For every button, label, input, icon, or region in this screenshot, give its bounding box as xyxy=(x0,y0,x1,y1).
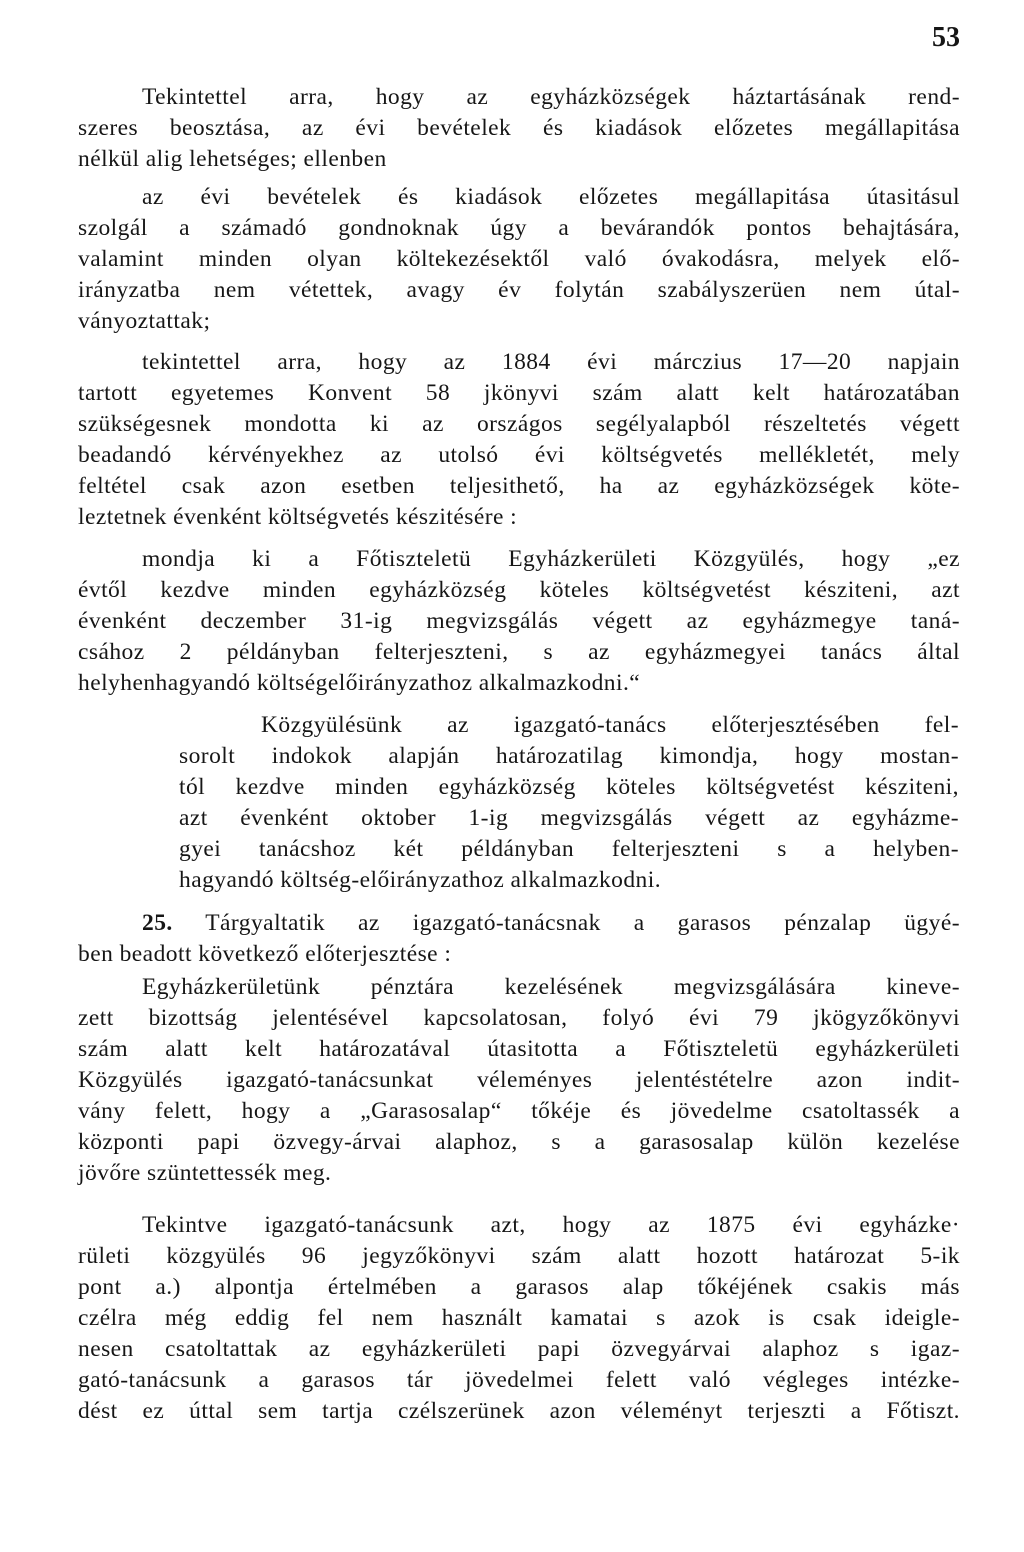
text-line: hagyandó költség-előirányzathoz alkalmazkodni. xyxy=(179,867,662,893)
text-line: tekintettel arra, hogy az 1884 évi márczius 17—20 napjain xyxy=(142,349,960,375)
text-line: szükségesnek mondotta ki az országos segélyalapból részeltetés végett xyxy=(78,411,960,437)
text-line: gyei tanácshoz két példányban felterjeszteni s a helyben- xyxy=(179,836,959,862)
text-line: nesen csatoltattak az egyházkerületi papi özvegyárvai alaphoz s igaz- xyxy=(78,1336,960,1362)
text-line: nélkül alig lehetséges; ellenben xyxy=(78,146,387,172)
paragraph-2 xyxy=(78,182,960,337)
text-line: dést ez úttal sem tartja czélszerünek azon véleményt terjeszti a Főtiszt. xyxy=(78,1398,960,1424)
page-number: 53 xyxy=(932,22,960,53)
text-line: gató-tanácsunk a garasos tár jövedelmei felett való végleges intézke- xyxy=(78,1367,960,1393)
text-line: központi papi özvegy-árvai alaphoz, s a garasosalap külön kezelése xyxy=(78,1129,960,1155)
item-text: Tárgyaltatik az igazgató-tanácsnak a garasos pénzalap ügyé- xyxy=(205,910,960,936)
text-line: azt évenként oktober 1-ig megvizsgálás végett az egyházme- xyxy=(179,805,959,831)
item-number: 25. xyxy=(142,910,173,936)
text-line: feltétel csak azon esetben teljesithető, ha az egyházközségek köte- xyxy=(78,473,960,499)
text-line: sorolt indokok alapján határozatilag kimondja, hogy mostan- xyxy=(179,743,959,769)
text-line: rületi közgyülés 96 jegyzőkönyvi szám alatt hozott határozat 5-ik xyxy=(78,1243,960,1269)
text-line: Közgyülés igazgató-tanácsunkat véleményes jelentéstételre azon indit- xyxy=(78,1067,960,1093)
text-line: évenként deczember 31-ig megvizsgálás végett az egyházmegye taná- xyxy=(78,608,960,634)
text-line: szeres beosztása, az évi bevételek és kiadások előzetes megállapitása xyxy=(78,115,960,141)
text-line: mondja ki a Főtiszteletü Egyházkerületi Közgyülés, hogy „ez xyxy=(142,546,960,572)
text-line: csához 2 példányban felterjeszteni, s az egyházmegyei tanács által xyxy=(78,639,960,665)
text-line: valamint minden olyan költekezésektől való óvakodásra, melyek elő- xyxy=(78,246,960,272)
text-line: pont a.) alpontja értelmében a garasos alap tőkéjének csakis más xyxy=(78,1274,960,1300)
text-line: leztetnek évenként költségvetés készitésére : xyxy=(78,504,518,530)
paragraph-5 xyxy=(179,710,959,896)
text-line: zett bizottság jelentésével kapcsolatosan, folyó évi 79 jkögyzőkönyvi xyxy=(78,1005,960,1031)
paragraph-8 xyxy=(78,1210,960,1427)
text-line: vány felett, hogy a „Garasosalap“ tőkéje és jövedelme csatoltassék a xyxy=(78,1098,960,1124)
text-line: tól kezdve minden egyházközség köteles költségvetést késziteni, xyxy=(179,774,959,800)
text-line: szolgál a számadó gondnoknak úgy a bevárandók pontos behajtására, xyxy=(78,215,960,241)
text-line: Egyházkerületünk pénztára kezelésének megvizsgálására kineve- xyxy=(142,974,960,1000)
text-line xyxy=(78,908,960,939)
text-line: szám alatt kelt határozatával útasitotta a Főtiszteletü egyházkerületi xyxy=(78,1036,960,1062)
text-line: Tekintettel arra, hogy az egyházközségek háztartásának rend- xyxy=(142,84,960,110)
paragraph-3 xyxy=(78,347,960,533)
text-line: az évi bevételek és kiadások előzetes megállapitása útasitásul xyxy=(142,184,960,210)
item-25 xyxy=(78,908,960,970)
text-line: irányzatba nem vétettek, avagy év folytán szabályszerüen nem útal- xyxy=(78,277,960,303)
text-line: Közgyülésünk az igazgató-tanács előterjesztésében fel- xyxy=(261,712,959,738)
text-line: ben beadott következő előterjesztése : xyxy=(78,941,452,967)
text-line: helyhenhagyandó költségelőirányzathoz alkalmazkodni.“ xyxy=(78,670,641,696)
text-line: tartott egyetemes Konvent 58 jkönyvi szám alatt kelt határozatában xyxy=(78,380,960,406)
text-line: czélra még eddig fel nem használt kamatai s azok is csak ideigle- xyxy=(78,1305,960,1331)
paragraph-7 xyxy=(78,972,960,1189)
text-line: Tekintve igazgató-tanácsunk azt, hogy az 1875 évi egyházke· xyxy=(142,1212,960,1238)
paragraph-1 xyxy=(78,82,960,175)
text-line: jövőre szüntettessék meg. xyxy=(78,1160,332,1186)
text-line: beadandó kérvényekhez az utolsó évi költségvetés mellékletét, mely xyxy=(78,442,960,468)
text-line: ványoztattak; xyxy=(78,308,211,334)
text-line: évtől kezdve minden egyházközség köteles költségvetést késziteni, azt xyxy=(78,577,960,603)
paragraph-4 xyxy=(78,544,960,699)
